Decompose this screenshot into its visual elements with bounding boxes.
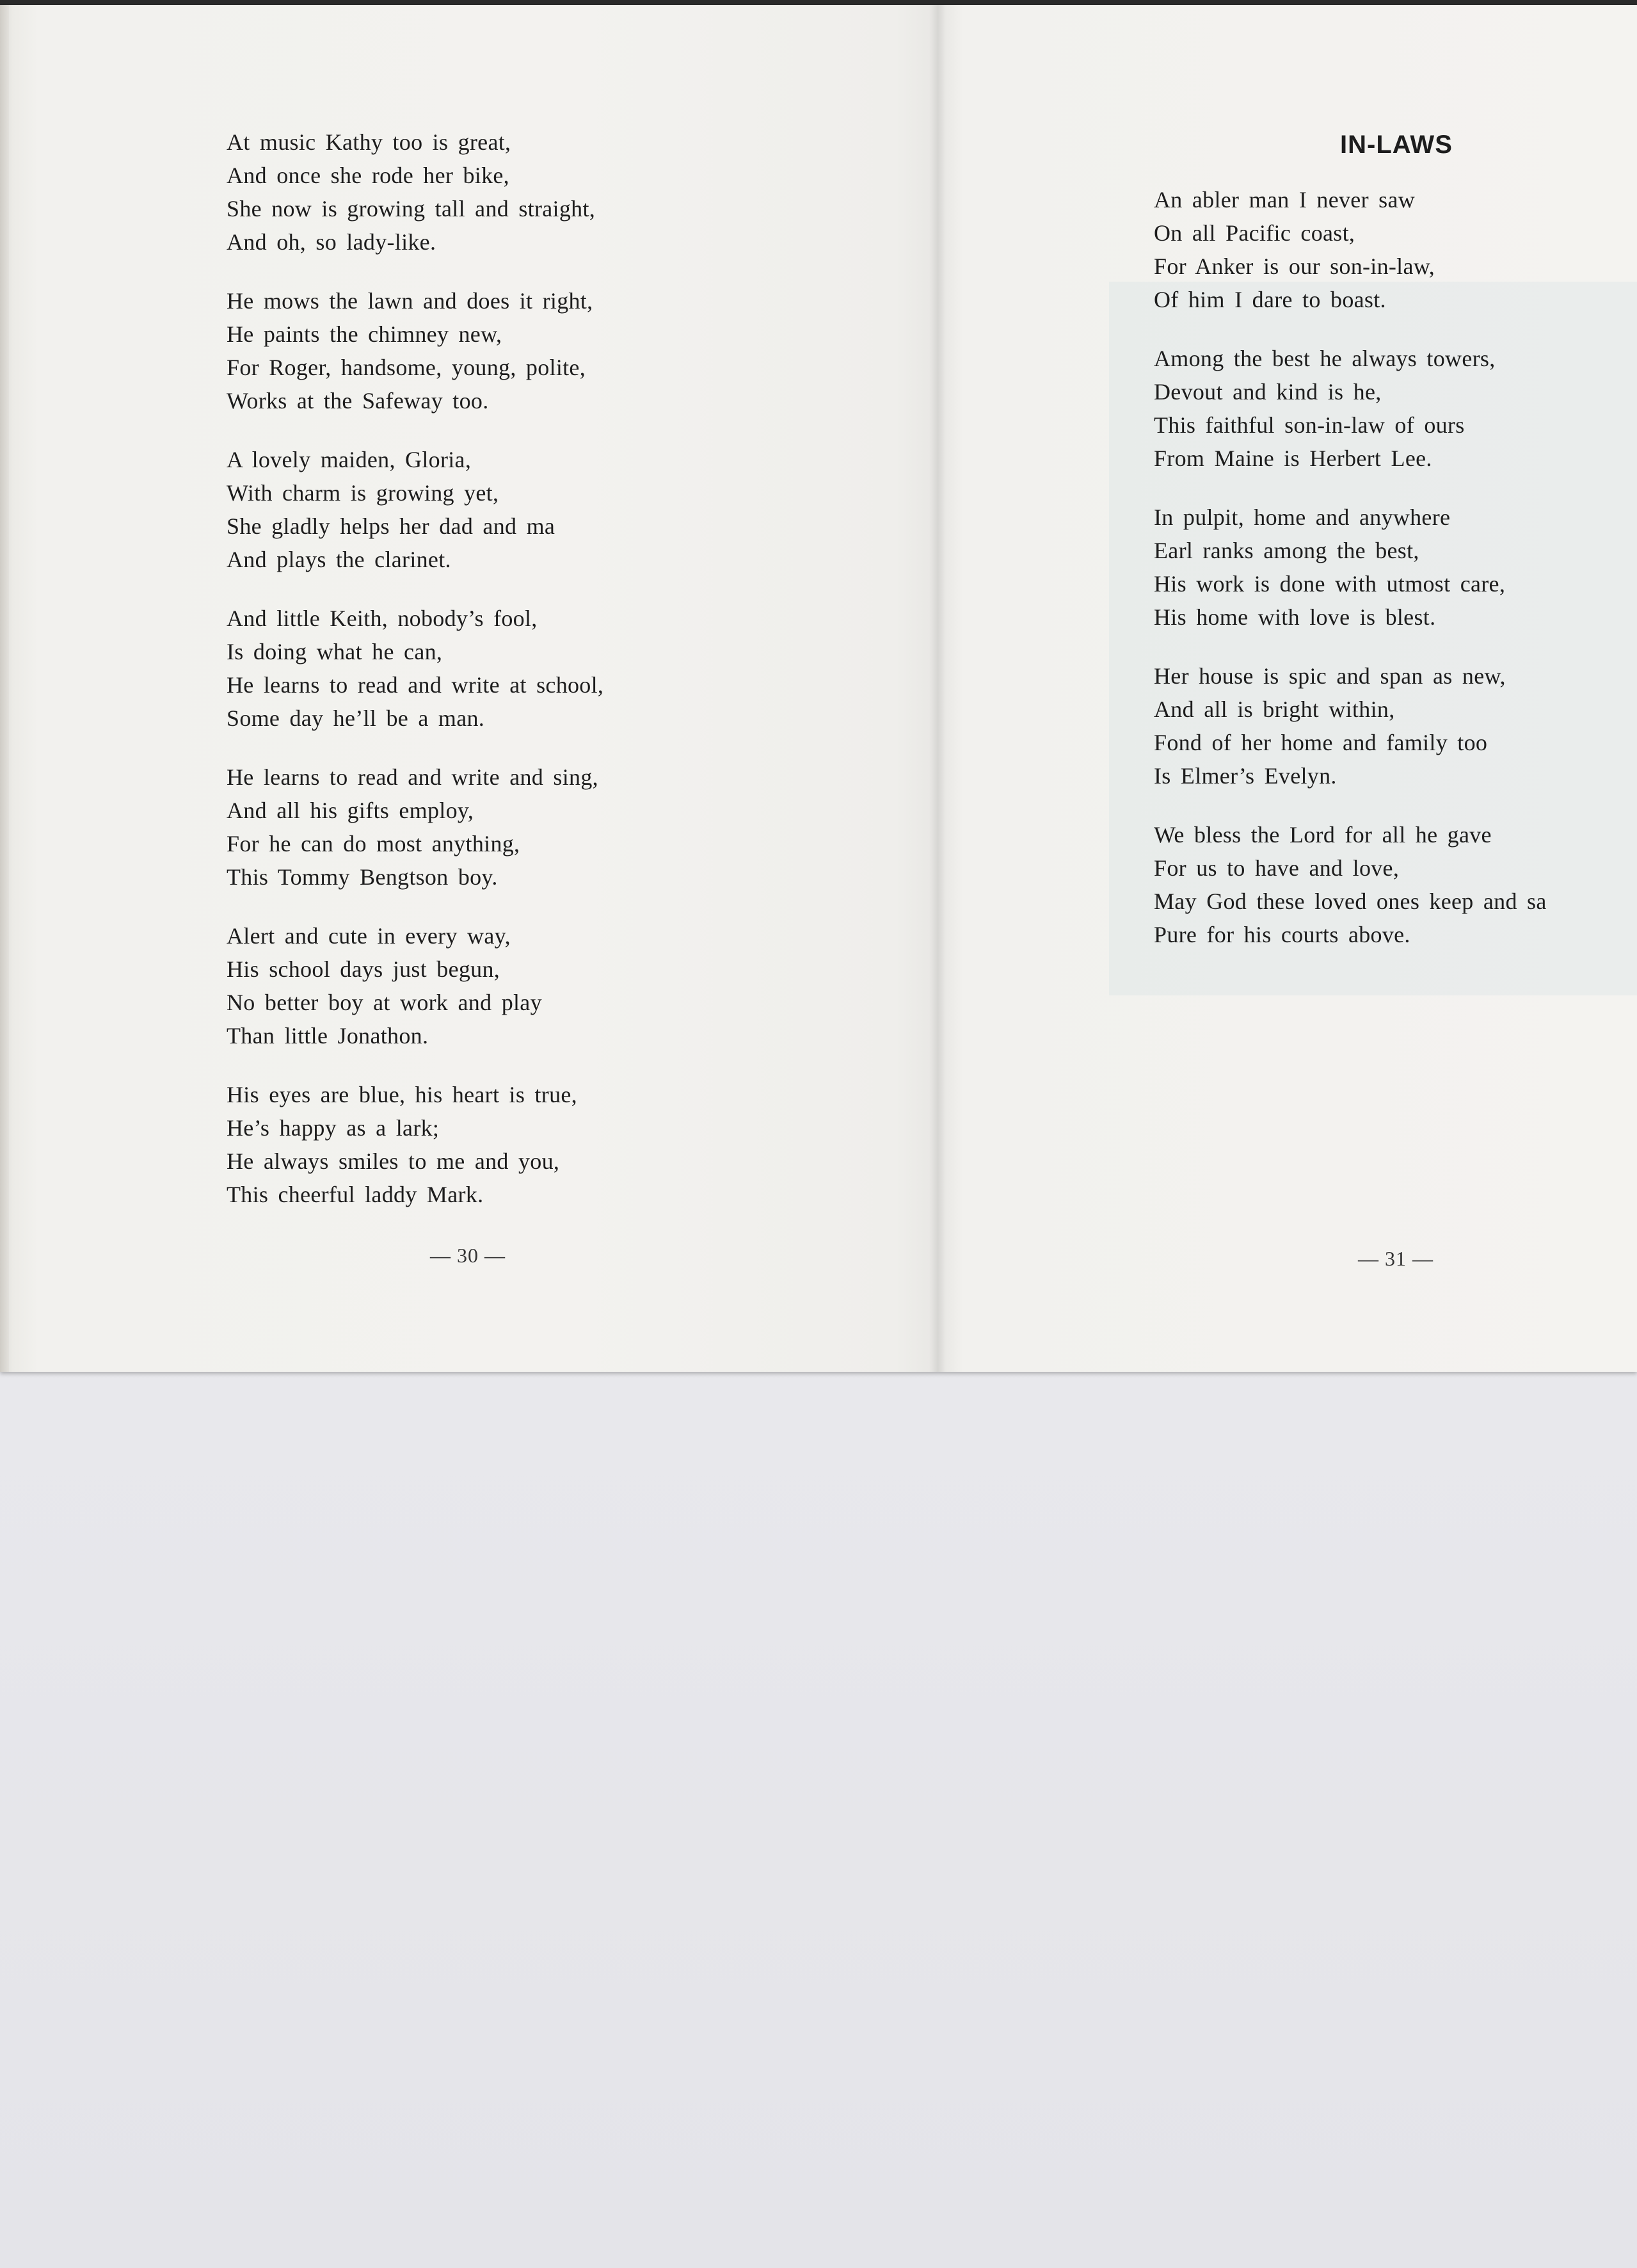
poem-line: For Anker is our son-in-law, xyxy=(1154,253,1435,279)
poem-line: She gladly helps her dad and ma xyxy=(227,513,555,539)
stanza xyxy=(227,919,866,1052)
poem-line: He paints the chimney new, xyxy=(227,321,502,347)
page-edge xyxy=(0,5,9,1372)
right-poem xyxy=(1154,183,1637,977)
poem-line: Pure for his courts above. xyxy=(1154,922,1410,947)
poem-line: Than little Jonathon. xyxy=(227,1023,429,1049)
poem-line: He always smiles to me and you, xyxy=(227,1148,560,1174)
poem-line: A lovely maiden, Gloria, xyxy=(227,447,472,472)
poem-line: This cheerful laddy Mark. xyxy=(227,1182,484,1207)
poem-line: He learns to read and write and sing, xyxy=(227,764,598,790)
stanza xyxy=(227,443,866,576)
poem-line: His work is done with utmost care, xyxy=(1154,571,1506,597)
book-spread xyxy=(0,5,1637,1372)
poem-line: And once she rode her bike, xyxy=(227,163,509,188)
left-poem xyxy=(227,125,866,1237)
poem-line: On all Pacific coast, xyxy=(1154,220,1355,246)
poem-line: For Roger, handsome, young, polite, xyxy=(227,355,586,380)
poem-line: This faithful son-in-law of ours xyxy=(1154,412,1465,438)
poem-line: Some day he’ll be a man. xyxy=(227,705,485,731)
poem-line: Works at the Safeway too. xyxy=(227,388,489,414)
stanza xyxy=(227,1078,866,1211)
poem-line: For us to have and love, xyxy=(1154,855,1400,881)
poem-line: In pulpit, home and anywhere xyxy=(1154,504,1451,530)
stanza xyxy=(227,125,866,259)
stanza xyxy=(227,284,866,417)
poem-line: Her house is spic and span as new, xyxy=(1154,663,1506,689)
poem-line: His school days just begun, xyxy=(227,956,500,982)
stanza xyxy=(1154,659,1637,792)
stanza xyxy=(1154,183,1637,316)
poem-line: Is Elmer’s Evelyn. xyxy=(1154,763,1337,789)
poem-line: No better boy at work and play xyxy=(227,990,542,1015)
poem-line: And plays the clarinet. xyxy=(227,547,451,572)
poem-line: Is doing what he can, xyxy=(227,639,443,664)
page-number-right: — 31 — xyxy=(1358,1247,1433,1270)
poem-line: Of him I dare to boast. xyxy=(1154,287,1386,312)
poem-line: This Tommy Bengtson boy. xyxy=(227,864,498,890)
poem-line: From Maine is Herbert Lee. xyxy=(1154,446,1432,471)
book-gutter xyxy=(929,5,946,1372)
poem-line: Fond of her home and family too xyxy=(1154,730,1488,755)
stanza xyxy=(1154,342,1637,475)
poem-line: And all is bright within, xyxy=(1154,696,1395,722)
poem-line: And little Keith, nobody’s fool, xyxy=(227,606,538,631)
page-number-left: — 30 — xyxy=(430,1244,506,1267)
poem-line: He learns to read and write at school, xyxy=(227,672,604,698)
poem-line: Among the best he always towers, xyxy=(1154,346,1496,371)
stanza xyxy=(227,760,866,894)
poem-line: For he can do most anything, xyxy=(227,831,520,857)
poem-line: Devout and kind is he, xyxy=(1154,379,1382,405)
poem-line: He’s happy as a lark; xyxy=(227,1115,440,1141)
poem-line: We bless the Lord for all he gave xyxy=(1154,822,1492,848)
poem-line: And oh, so lady-like. xyxy=(227,229,436,255)
stanza xyxy=(1154,818,1637,951)
poem-line: She now is growing tall and straight, xyxy=(227,196,596,221)
poem-line: His eyes are blue, his heart is true, xyxy=(227,1082,577,1107)
poem-line: Alert and cute in every way, xyxy=(227,923,511,949)
poem-line: At music Kathy too is great, xyxy=(227,129,511,155)
poem-line: He mows the lawn and does it right, xyxy=(227,288,593,314)
poem-line: An abler man I never saw xyxy=(1154,187,1416,213)
poem-line: And all his gifts employ, xyxy=(227,798,474,823)
poem-line: His home with love is blest. xyxy=(1154,604,1436,630)
left-page xyxy=(0,5,938,1372)
poem-line: May God these loved ones keep and sa xyxy=(1154,889,1547,914)
stanza xyxy=(1154,501,1637,634)
poem-line: Earl ranks among the best, xyxy=(1154,538,1419,563)
poem-title: IN-LAWS xyxy=(1340,131,1453,159)
poem-line: With charm is growing yet, xyxy=(227,480,499,506)
stanza xyxy=(227,602,866,735)
